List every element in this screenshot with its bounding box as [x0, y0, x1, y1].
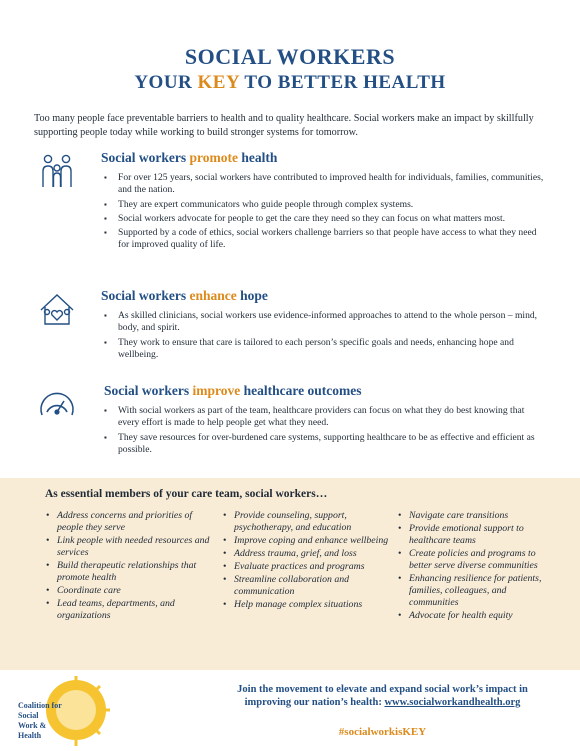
list-item: • Navigate care transitions: [396, 510, 556, 522]
footer-message: [205, 683, 560, 709]
subtitle-prefix: YOUR: [134, 72, 198, 93]
footer-line-1: Join the movement to elevate and expand social work’s impact in: [237, 684, 528, 695]
care-team-column-3: [396, 510, 556, 623]
list-item: ▪ They are expert communicators who guide people through complex systems.: [104, 199, 544, 211]
gauge-icon: [38, 385, 76, 423]
list-item: • Address trauma, grief, and loss: [221, 548, 391, 560]
list-item: • Create policies and programs to better serve diverse communities: [396, 548, 556, 572]
list-item: • Help manage complex situations: [221, 599, 391, 611]
coalition-logo: [14, 676, 134, 748]
list-item: ▪ Supported by a code of ethics, social workers challenge barriers so that people have access to what they need for improved quality of life.: [104, 227, 544, 252]
list-item: • Coordinate care: [44, 585, 214, 597]
logo-text-4: Health: [18, 731, 42, 740]
website-link[interactable]: www.socialworkandhealth.org: [384, 697, 521, 708]
list-item: ▪ With social workers as part of the team, healthcare providers can focus on what they do best knowing that every effort is made to help people get what they need.: [104, 405, 544, 430]
family-icon: [38, 151, 76, 189]
list-item: ▪ They save resources for over-burdened care systems, supporting healthcare to be as effective and efficient as possible.: [104, 432, 544, 457]
care-team-title: As essential members of your care team, social workers…: [45, 488, 328, 500]
list-item: • Provide counseling, support, psychotherapy, and education: [221, 510, 391, 534]
page-subtitle: [0, 72, 580, 94]
section-3-heading: Social workers improve healthcare outcomes: [104, 383, 362, 398]
sun-logo-icon: [46, 676, 110, 746]
list-item: • Evaluate practices and programs: [221, 561, 391, 573]
list-item: ▪ They work to ensure that care is tailored to each person’s specific goals and needs, enhancing hope and wellbeing.: [104, 337, 544, 362]
list-item: • Build therapeutic relationships that promote health: [44, 560, 214, 584]
section-3-list: [104, 405, 544, 458]
list-item: • Streamline collaboration and communication: [221, 574, 391, 598]
list-item: • Address concerns and priorities of people they serve: [44, 510, 214, 534]
list-item: • Link people with needed resources and services: [44, 535, 214, 559]
subtitle-key-word: KEY: [197, 72, 240, 93]
hashtag: #socialworkisKEY: [338, 726, 427, 738]
section-1-list: [104, 172, 544, 254]
subtitle-suffix: TO BETTER HEALTH: [239, 72, 446, 93]
intro-paragraph: Too many people face preventable barriers to health and to quality healthcare. Social workers make an impact by skillfully supporting people today while working to build stronger systems for tomorrow.: [34, 113, 534, 138]
home-heart-icon: [38, 290, 76, 328]
section-1-heading: Social workers promote health: [101, 150, 278, 165]
list-item: ▪ Social workers advocate for people to get the care they need so they can focus on what matters most.: [104, 213, 544, 225]
logo-text-3: Work &: [18, 721, 47, 730]
list-item: • Advocate for health equity: [396, 610, 556, 622]
section-2-list: [104, 310, 544, 363]
page-title: SOCIAL WORKERS: [184, 44, 396, 69]
care-team-column-1: [44, 510, 214, 623]
list-item: ▪ For over 125 years, social workers have contributed to improved health for individuals, families, communities, and the nation.: [104, 172, 544, 197]
list-item: ▪ As skilled clinicians, social workers use evidence-informed approaches to attend to the whole person – mind, body, and spirit.: [104, 310, 544, 335]
list-item: • Provide emotional support to healthcare teams: [396, 523, 556, 547]
list-item: • Enhancing resilience for patients, families, colleagues, and communities: [396, 573, 556, 609]
list-item: • Improve coping and enhance wellbeing: [221, 535, 391, 547]
section-2-heading: Social workers enhance hope: [101, 288, 268, 303]
logo-text-1: Coalition for: [18, 701, 62, 710]
care-team-column-2: [221, 510, 391, 612]
logo-text-2: Social: [18, 711, 39, 720]
footer-line-2: improving our nation’s health: www.socialworkandhealth.org: [244, 697, 521, 708]
list-item: • Lead teams, departments, and organizations: [44, 598, 214, 622]
